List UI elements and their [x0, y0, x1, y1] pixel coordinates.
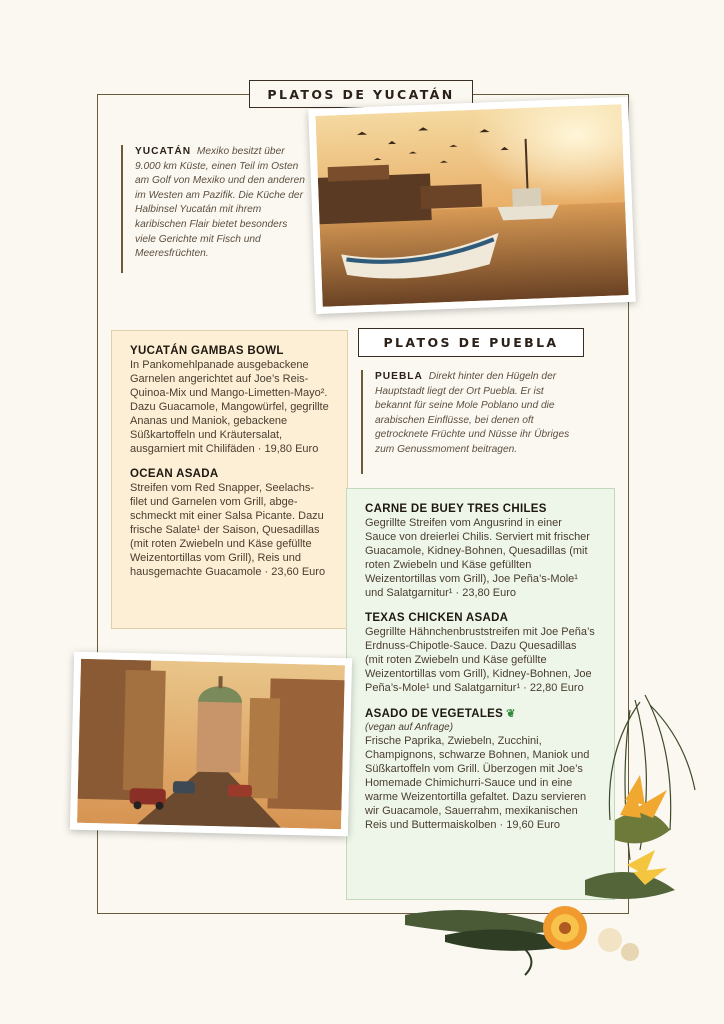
vegetarian-icon: ❦ — [506, 708, 516, 720]
dish-carne-de-buey — [365, 503, 596, 600]
puebla-intro-text: Direkt hinter den Hügeln der Hauptstadt liegt der Ort Puebla. Er ist bekannt für seine Mole Poblano und die arabischen Einflüsse, bei denen oft getrocknete Früchte und Nüsse ihr Übriges zum Genussmoment beitragen. — [375, 371, 570, 455]
street-image — [77, 659, 345, 829]
dish-ocean-asada — [130, 468, 329, 579]
dish-name: TEXAS CHICKEN ASADA — [365, 612, 509, 624]
yucatan-intro-lead: YUCATÁN — [135, 146, 192, 157]
puebla-intro-lead: PUEBLA — [375, 371, 423, 382]
dish-yucatan-gambas-bowl — [130, 345, 329, 456]
yucatan-intro-text: Mexiko besitzt über 9.000 km Küste, einen Teil im Osten am Golf von Mexiko und den anderen im Westen am Pazifik. Die Küche der Halbinsel Yucatán mit ihrem karibischen Flair bietet besonders viele Gerichte mit Fisch und Meeresfrüchten. — [135, 146, 305, 260]
dish-description: Gegrillte Hähnchenbruststreifen mit Joe Peña’s Erdnuss-Chipotle-Sauce. Dazu Quesadillas (mit roten Zwiebeln und Käse gefüllte Weizentortillas vom Grill), Kidney-Bohnen, Joe Peña’s-Mole¹ und Salatgarnitur¹ · 22,80 Euro — [365, 626, 595, 694]
dish-description: Streifen vom Red Snapper, Seelachs-filet und Garnelen vom Grill, abge-schmeckt mit einer Salsa Picante. Dazu frische Salate¹ der Saison, Quesadillas (mit roten Zwiebeln und Käse gefüllte Weizentortillas vom Grill), Reis und hausgemachte Guacamole · 23,60 Euro — [130, 482, 326, 578]
decorative-flowers-illustration — [405, 690, 705, 980]
dish-name: OCEAN ASADA — [130, 468, 219, 480]
dish-description: Gegrillte Streifen vom Angusrind in einer Sauce von dreierlei Chilis. Serviert mit frischer Guacamole, Kidney-Bohnen, Quesadillas (mit roten Zwiebeln und Käse gefüllten Weizentortillas vom Grill), Joe Peña’s-Mole¹ und Salatgarnitur¹ · 23,80 Euro — [365, 517, 590, 599]
puebla-section-title: PLATOS DE PUEBLA — [358, 328, 584, 357]
dish-texas-chicken-asada — [365, 612, 596, 695]
dish-name: YUCATÁN GAMBAS BOWL — [130, 345, 284, 357]
dish-description: In Pankomehlpanade ausgebackene Garnelen angerichtet auf Joe’s Reis-Quinoa-Mix und Mango-Limetten-Mayo². Dazu Guacamole, Mangowürfel, gegrillte Ananas und Maniok, gebackene Süßkartoffeln und Kräutersalat, ausgarniert mit Chilifäden · 19,80 Euro — [130, 359, 329, 455]
dish-name: CARNE DE BUEY TRES CHILES — [365, 503, 547, 515]
harbor-image — [315, 104, 628, 307]
puebla-intro — [361, 370, 581, 474]
dish-note: (vegan auf Anfrage) — [365, 722, 454, 733]
yucatan-intro — [121, 145, 307, 273]
harbor-photo — [308, 97, 636, 314]
dish-description: Frische Paprika, Zwiebeln, Zucchini, Champignons, schwarze Bohnen, Maniok und Süßkartoffeln vom Grill. Überzogen mit Joe’s Homemade Chimichurri-Sauce und in eine warme Weizentortilla gefaltet. Dazu servieren wir Guacamole, Sauerrahm, mexikanischen Reis und Buttermaiskolben · 19,60 Euro — [365, 735, 590, 831]
yucatan-dishes-box — [111, 330, 348, 629]
yucatan-section-title: PLATOS DE YUCATÁN — [249, 80, 473, 108]
dish-name-text: ASADO DE VEGETALES — [365, 708, 504, 720]
street-photo — [70, 652, 352, 837]
